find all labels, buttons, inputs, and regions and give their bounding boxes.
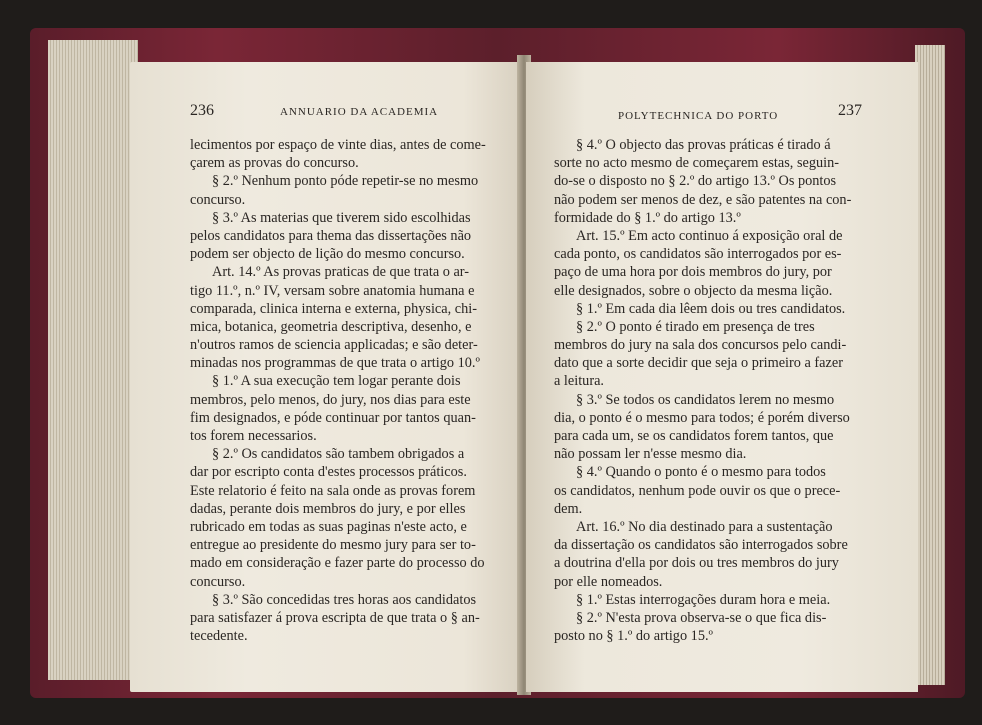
text-line: § 1.º Estas interrogações duram hora e meia. (576, 591, 831, 608)
text-line: membros do jury na sala dos concursos pelo candi- (554, 337, 847, 354)
text-line: § 2.º O ponto é tirado em presença de tres (576, 318, 815, 335)
text-line: minadas nos programmas de que trata o artigo 10.º (190, 355, 480, 372)
right-running-head: POLYTECHNICA DO PORTO (618, 110, 779, 122)
text-line: tecedente. (190, 628, 248, 645)
right-page-number: 237 (838, 102, 862, 119)
text-line: paço de uma hora por dois membros do jury, por (554, 264, 832, 281)
text-line: § 2.º N'esta prova observa-se o que fica dis- (576, 609, 827, 626)
text-line: dem. (554, 500, 583, 517)
text-line: comparada, clinica interna e externa, physica, chi- (190, 300, 477, 317)
text-line: posto no § 1.º do artigo 15.º (554, 628, 713, 645)
text-line: Art. 16.º No dia destinado para a sustentação (576, 518, 833, 535)
text-line: não possam ler n'esse mesmo dia. (554, 446, 747, 463)
text-line: entregue ao presidente do mesmo jury para ser to- (190, 537, 476, 554)
text-line: § 4.º Quando o ponto é o mesmo para todos (576, 464, 826, 481)
text-line: § 1.º A sua execução tem logar perante dois (212, 373, 461, 390)
text-line: § 1.º Em cada dia lêem dois ou tres candidatos. (576, 300, 846, 317)
left-page-header (130, 102, 522, 126)
text-line: § 2.º Os candidatos são tambem obrigados a (212, 446, 465, 463)
text-line: § 4.º O objecto das provas práticas é tirado á (576, 137, 831, 153)
text-line: elle designados, sobre o objecto da mesma lição. (554, 282, 833, 299)
text-line: fim designados, e póde continuar por tantos quan- (190, 409, 476, 426)
left-page-body (190, 136, 506, 645)
text-line: çarem as provas do concurso. (190, 155, 359, 172)
text-line: os candidatos, nenhum pode ouvir os que o prece- (554, 482, 841, 499)
text-line: lecimentos por espaço de vinte dias, antes de come- (190, 137, 486, 153)
text-line: tigo 11.º, n.º IV, versam sobre anatomia humana e (190, 282, 475, 299)
text-line: membros, pelo menos, do jury, nos dias para este (190, 391, 471, 408)
text-line: mado em consideração e fazer parte do processo do (190, 555, 485, 572)
text-line: concurso. (190, 191, 246, 208)
text-line: dato que a sorte decidir que seja o primeiro a fazer (554, 355, 843, 372)
text-line: dadas, perante dois membros do jury, e por elles (190, 500, 466, 517)
right-page-body (554, 136, 870, 645)
text-line: a leitura. (554, 373, 605, 390)
text-line: a doutrina d'ella por dois ou tres membros do jury (554, 555, 839, 572)
text-line: Art. 14.º As provas praticas de que trata o ar- (212, 264, 470, 281)
text-line: tos forem necessarios. (190, 428, 317, 444)
page-edges-left (48, 40, 138, 680)
left-page (130, 62, 522, 692)
text-line: por elle nomeados. (554, 573, 663, 590)
left-page-number: 236 (190, 102, 214, 119)
text-line: pelos candidatos para thema das dissertações não (190, 227, 472, 244)
right-page (526, 62, 918, 692)
text-line: do-se o disposto no § 2.º do artigo 13.º Os pontos (554, 173, 837, 190)
text-line: formidade do § 1.º do artigo 13.º (554, 209, 741, 226)
text-line: § 2.º Nenhum ponto póde repetir-se no mesmo (212, 173, 479, 190)
text-line: dia, o ponto é o mesmo para todos; é porém diverso (554, 409, 850, 426)
text-line: § 3.º Se todos os candidatos lerem no mesmo (576, 391, 835, 408)
text-line: Este relatorio é feito na sala onde as provas forem (190, 482, 476, 499)
text-line: § 3.º As materias que tiverem sido escolhidas (212, 209, 471, 226)
text-line: para cada um, se os candidatos forem tantos, que (554, 428, 834, 444)
text-line: podem ser objecto de lição do mesmo concurso. (190, 246, 465, 263)
page-edges-right (915, 45, 945, 685)
left-running-head: ANNUARIO DA ACADEMIA (280, 106, 439, 118)
text-line: cada ponto, os candidatos são interrogados por es- (554, 246, 842, 263)
text-line: não podem ser menos de dez, e são patentes na con- (554, 191, 852, 208)
text-line: Art. 15.º Em acto continuo á exposição oral de (576, 227, 843, 244)
text-line: sorte no acto mesmo de começarem estas, seguin- (554, 155, 840, 172)
text-line: mica, botanica, geometria descriptiva, desenho, e (190, 318, 472, 335)
text-line: dar por escripto conta d'estes processos práticos. (190, 464, 467, 481)
text-line: n'outros ramos de sciencia applicadas; e são deter- (190, 337, 478, 354)
right-page-header (526, 102, 918, 126)
text-line: da dissertação os candidatos são interrogados sobre (554, 537, 848, 554)
text-line: § 3.º São concedidas tres horas aos candidatos (212, 591, 477, 608)
text-line: concurso. (190, 573, 246, 590)
text-line: para satisfazer á prova escripta de que trata o § an- (190, 609, 480, 626)
text-line: rubricado em todas as suas paginas n'este acto, e (190, 518, 467, 535)
